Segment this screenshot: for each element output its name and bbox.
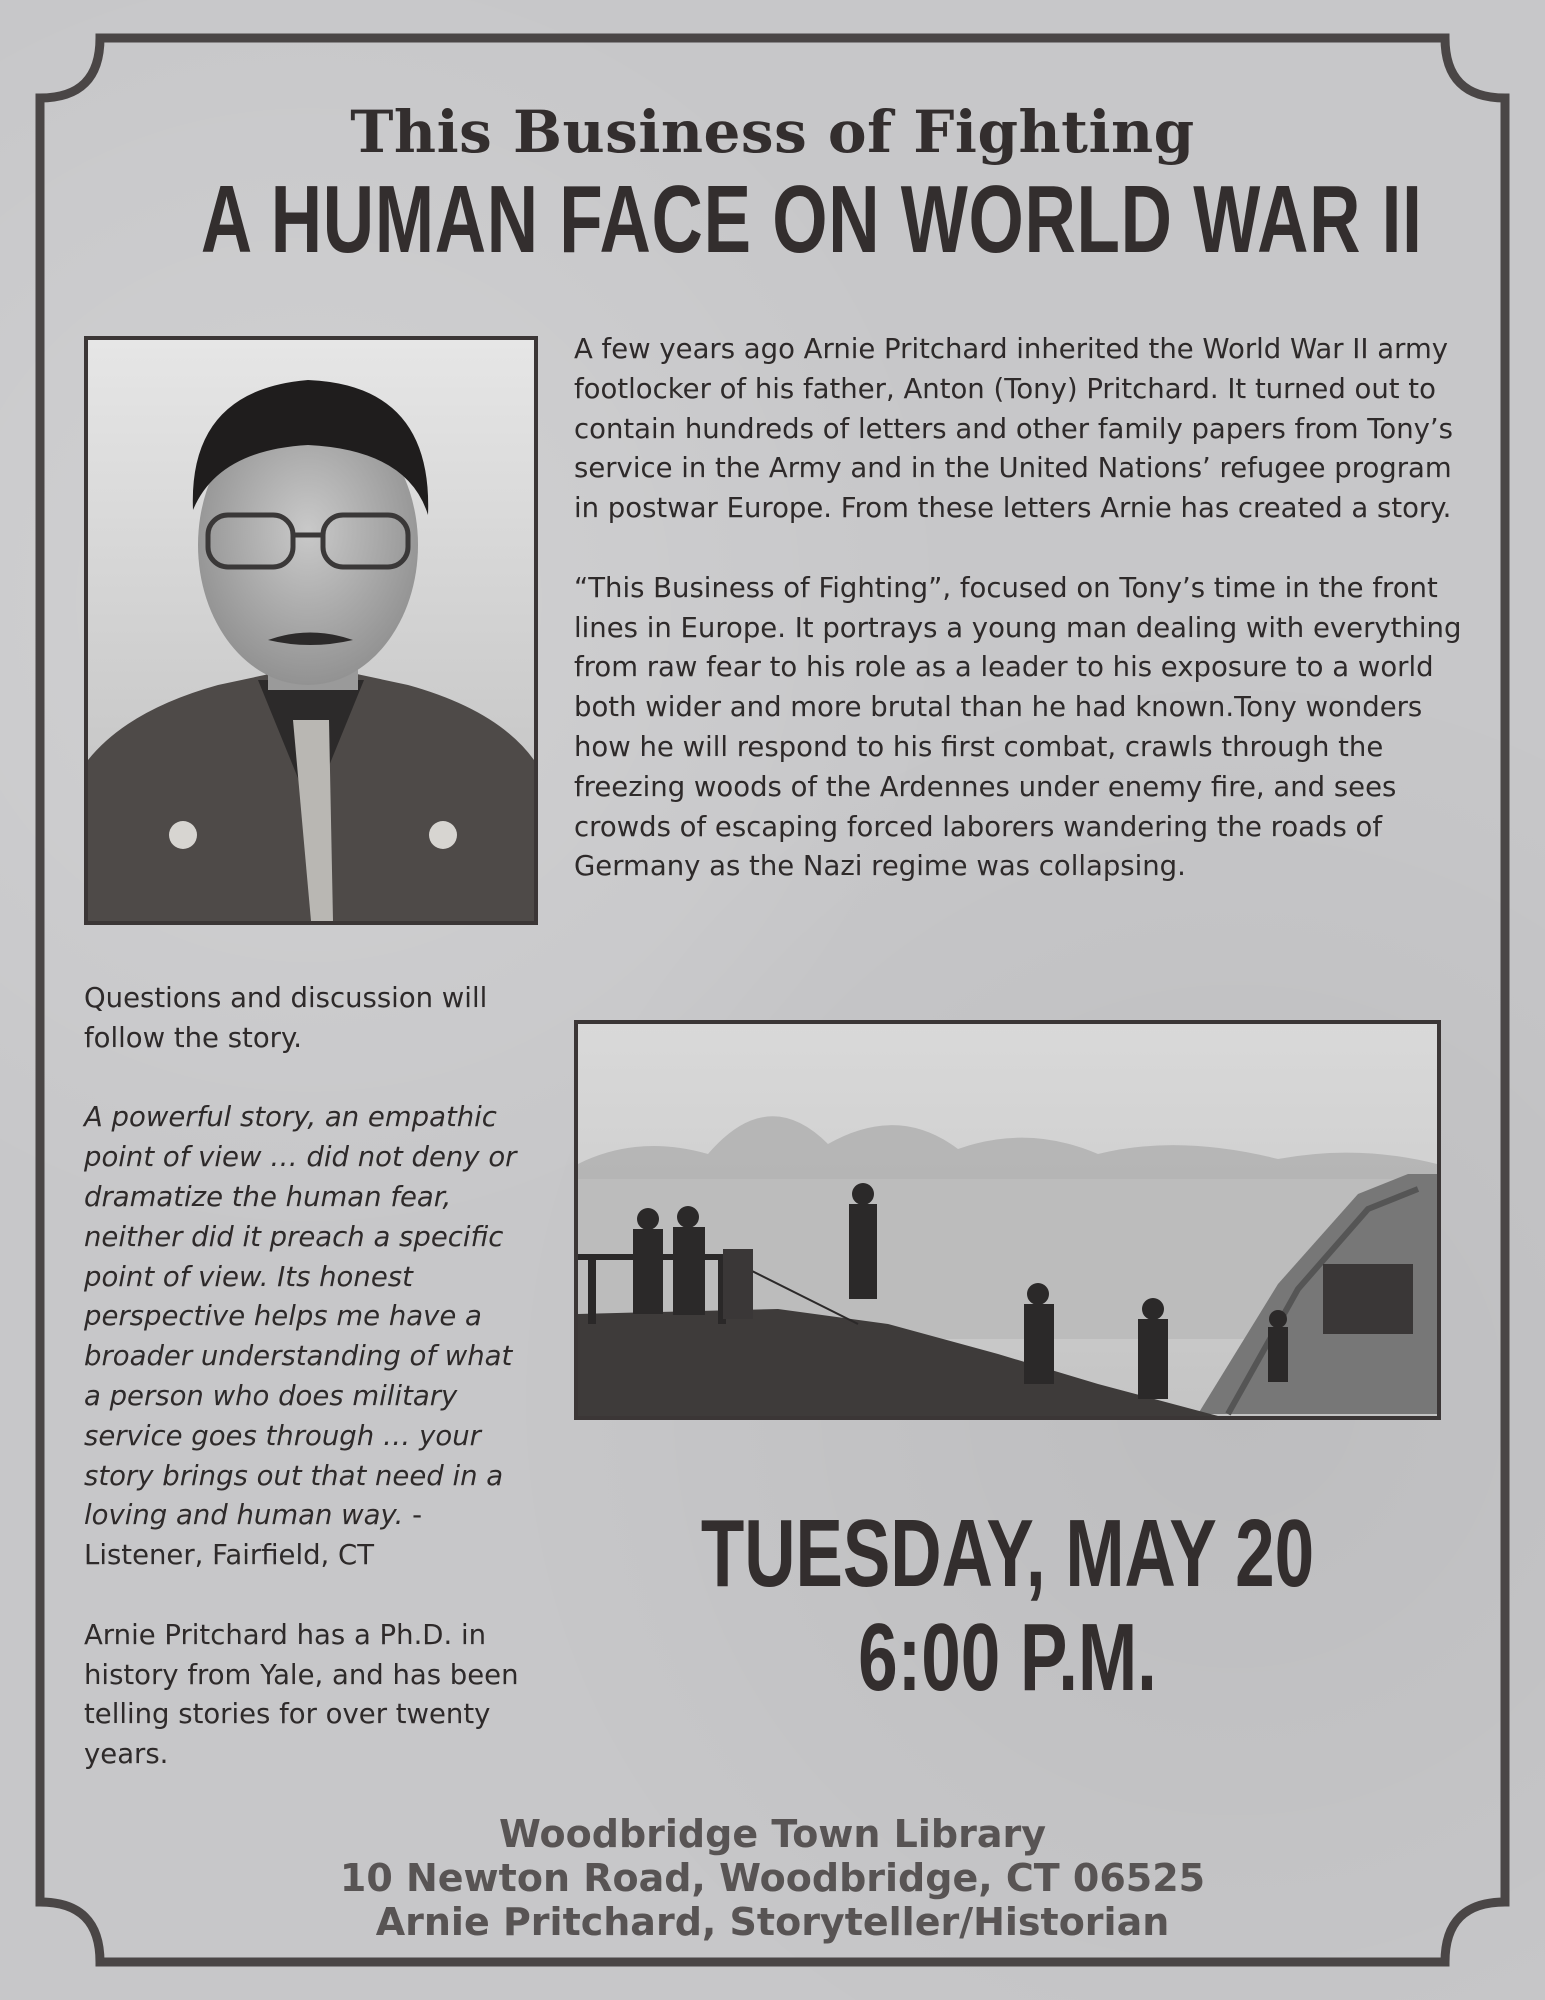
storyteller-bio: Arnie Pritchard has a Ph.D. in history from Yale, and has been telling stories for over twenty years. [84, 1618, 519, 1771]
intro-paragraph-2: “This Business of Fighting”, focused on Tony’s time in the front lines in Europe. It portrays a young man dealing with everything from raw fear to his role as a leader to his exposure to a world both wider and more brutal than he had known.Tony wonders how he will respond to his first combat, crawls through the freezing woods of the Ardennes under enemy fire, and sees crowds of escaping forced laborers wandering the roads of Germany as the Nazi regime was collapsing. [574, 571, 1462, 883]
testimonial-quote: A powerful story, an empathic point of view … did not deny or dramatize the human fear, neither did it preach a specific point of view. Its honest perspective helps me have a broader understanding of what a person who does military service goes through … your story brings out that need in a loving and human way. [84, 1101, 517, 1532]
left-column [84, 979, 524, 1815]
page-title: A HUMAN FACE ON WORLD WAR II [200, 166, 1423, 273]
river-crossing-photo [574, 1020, 1441, 1420]
event-time: 6:00 P.M. [858, 1604, 1157, 1711]
story-description [574, 330, 1464, 927]
event-subtitle: This Business of Fighting [350, 98, 1195, 166]
venue-name: Woodbridge Town Library [498, 1812, 1047, 1856]
presenter-credit: Arnie Pritchard, Storyteller/Historian [375, 1900, 1170, 1944]
venue-info [0, 1812, 1545, 1944]
soldier-portrait-image [88, 340, 534, 921]
testimonial-block [84, 1098, 524, 1576]
soldier-portrait-photo [84, 336, 538, 925]
event-datetime [574, 1502, 1441, 1710]
discussion-note: Questions and discussion will follow the story. [84, 982, 488, 1054]
river-crossing-image [578, 1024, 1437, 1416]
event-date: TUESDAY, MAY 20 [700, 1500, 1315, 1607]
intro-paragraph-1: A few years ago Arnie Pritchard inherited the World War II army footlocker of his father, Anton (Tony) Pritchard. It turned out to contain hundreds of letters and other family papers from Tony’s service in the Army and in the United Nations’ refugee program in postwar Europe. From these letters Arnie has created a story. [574, 333, 1453, 525]
venue-address: 10 Newton Road, Woodbridge, CT 06525 [339, 1856, 1206, 1900]
testimonial-source: - Listener, Fairfield, CT [84, 1499, 423, 1572]
